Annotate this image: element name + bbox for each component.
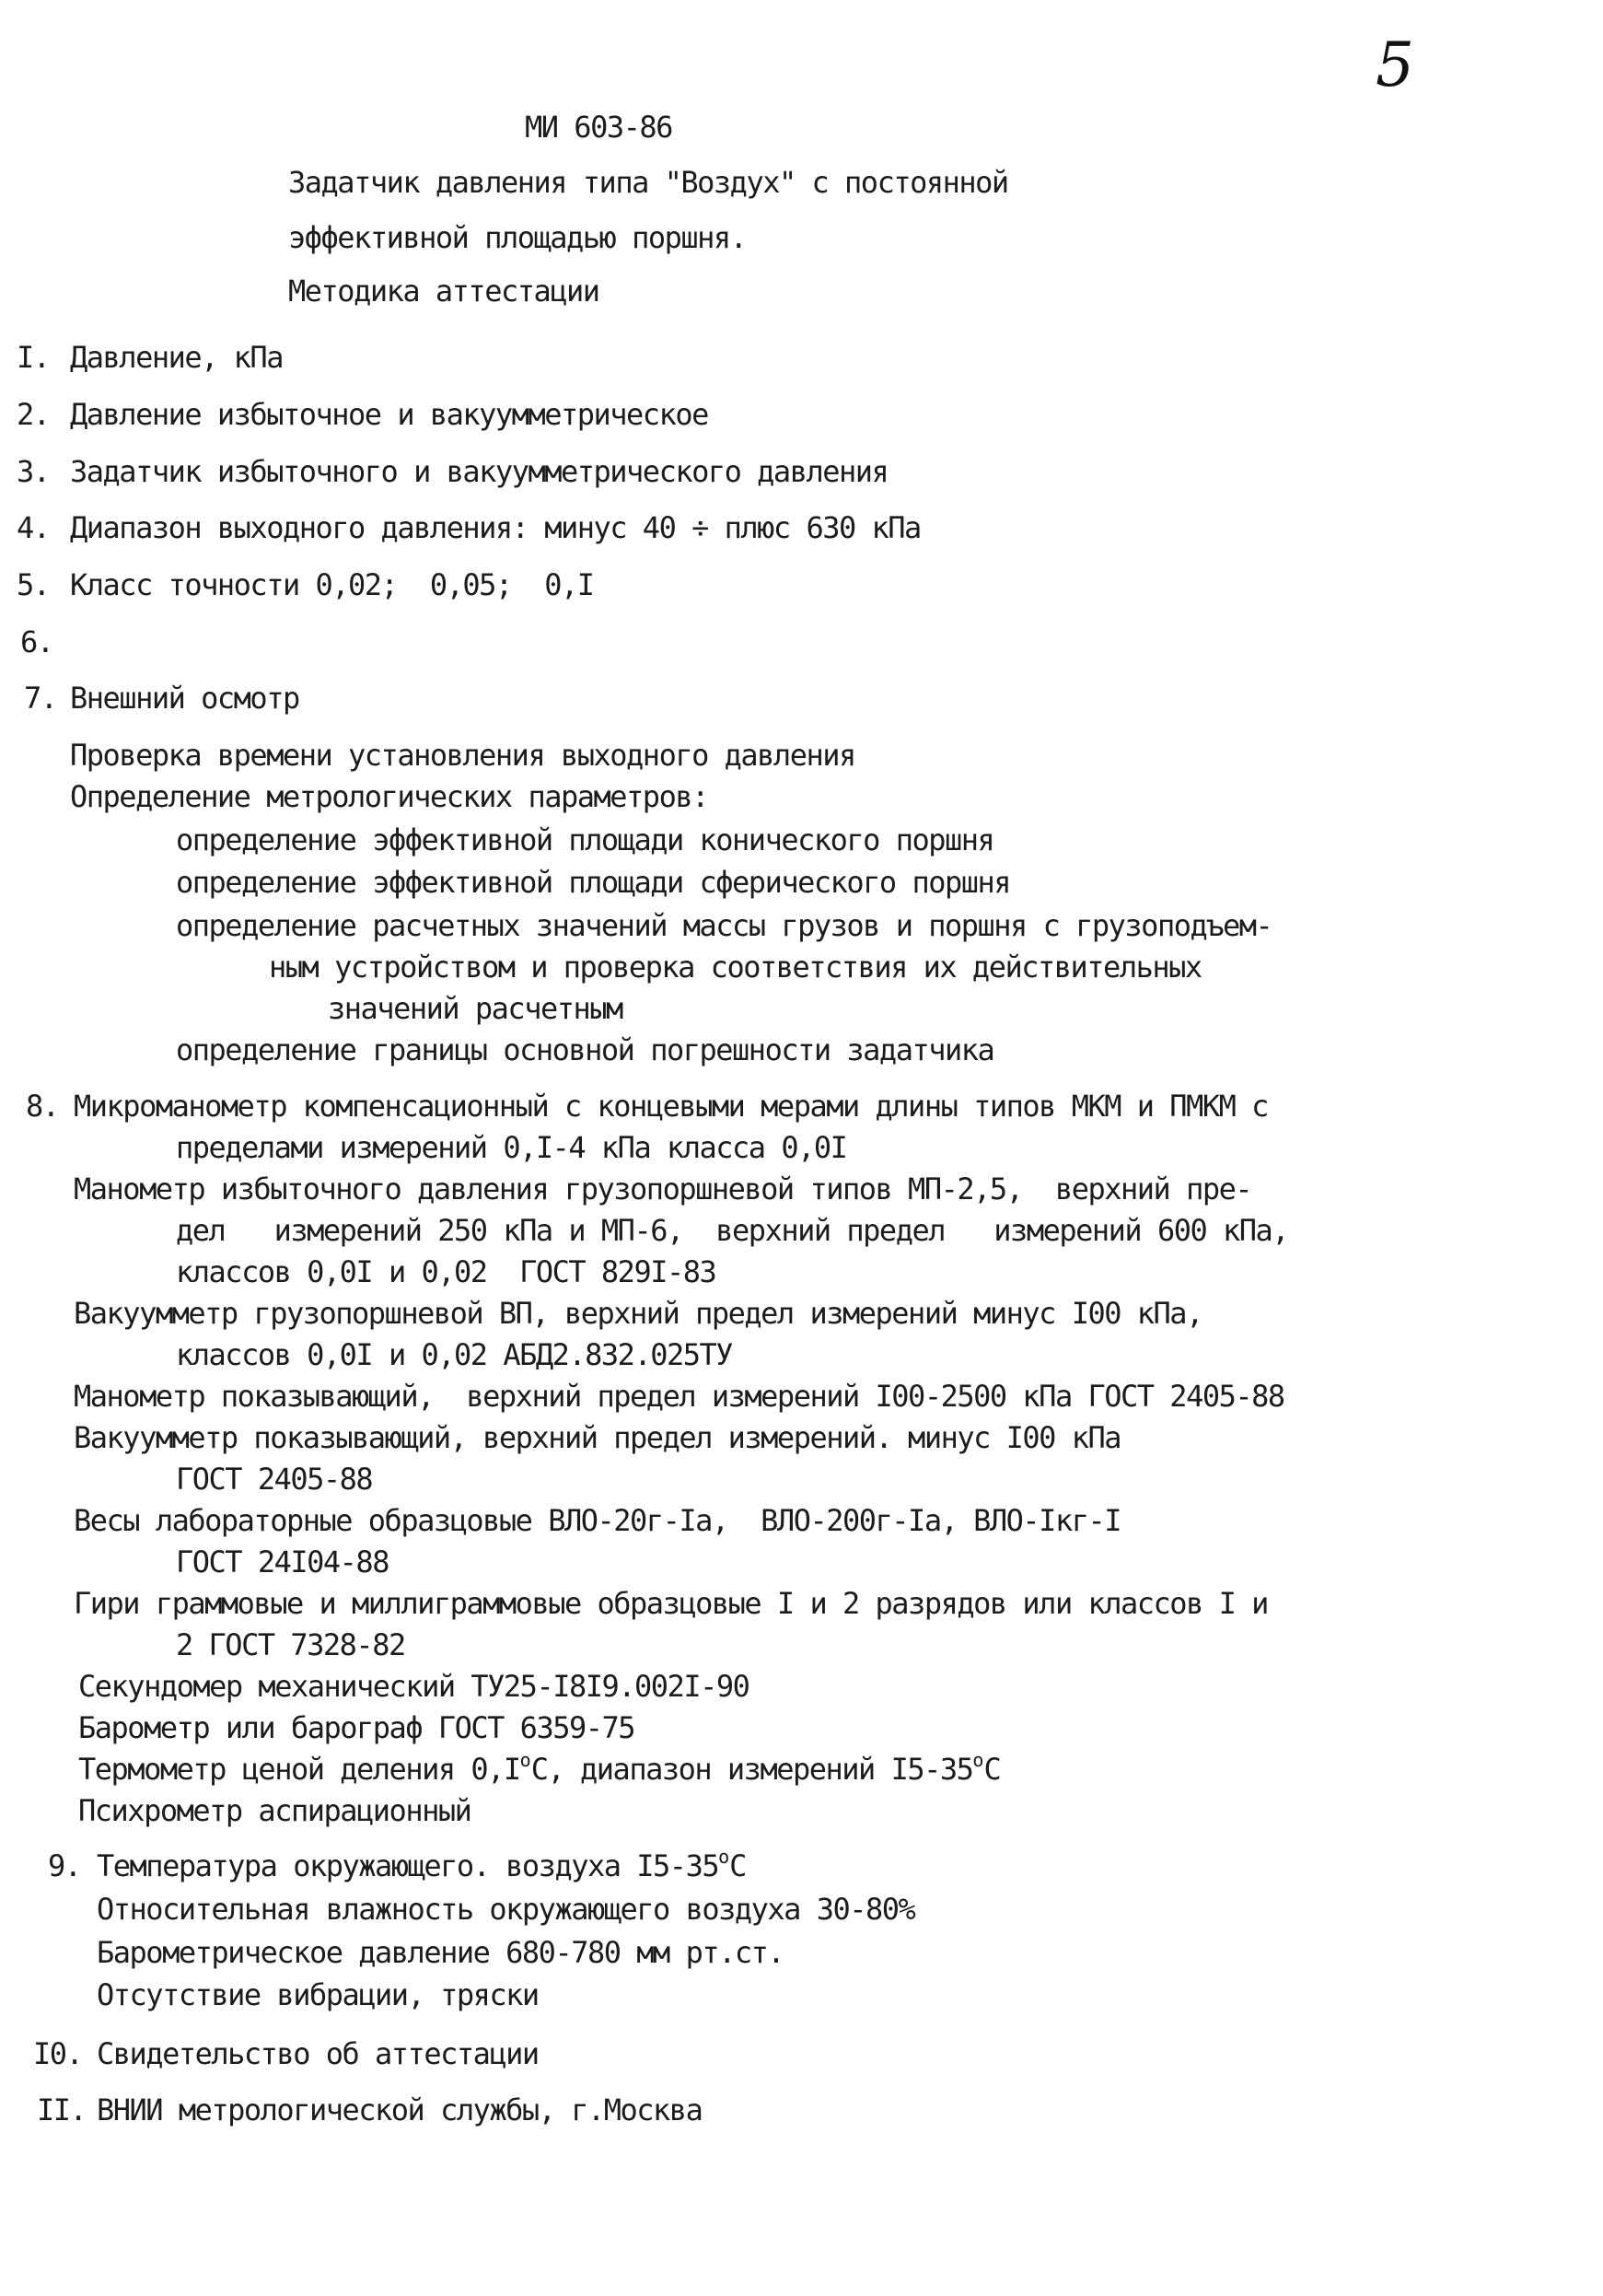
item-7-number: 7. xyxy=(24,681,57,716)
item-8-line-18: Психрометр аспирационный xyxy=(78,1793,471,1828)
item-10-text: Свидетельство об аттестации xyxy=(97,2036,539,2071)
item-7-line-4: определение эффективной площади сферического поршня xyxy=(176,865,1011,900)
item-8-line-17-part-a: Термометр ценой деления 0,I xyxy=(78,1752,520,1787)
item-8-line-17 xyxy=(78,1749,1001,1787)
item-8-line-17-part-b: С, диапазон измерений I5-35 xyxy=(530,1752,973,1787)
item-4-text: Диапазон выходного давления: минус 40 ÷ плюс 630 кПа xyxy=(70,510,921,545)
item-8-line-14: 2 ГОСТ 7328-82 xyxy=(176,1627,405,1662)
item-7-line-3: определение эффективной площади конического поршня xyxy=(176,822,994,857)
item-8-number: 8. xyxy=(26,1089,59,1124)
item-7-line-6: ным устройством и проверка соответствия их действительных xyxy=(269,950,1202,985)
item-8-line-8: Манометр показывающий, верхний предел измерений I00-2500 кПа ГОСТ 2405-88 xyxy=(74,1379,1284,1414)
document-title-line-1: Задатчик давления типа "Воздух" с постоянной xyxy=(288,165,1008,200)
item-11-number: II. xyxy=(37,2092,87,2127)
item-8-line-4: дел измерений 250 кПа и МП-6, верхний предел измерений 600 кПа, xyxy=(176,1213,1289,1248)
item-2-text: Давление избыточное и вакуумметрическое xyxy=(70,397,708,432)
item-7-line-1: Проверка времени установления выходного давления xyxy=(70,738,855,773)
item-8-line-12: ГОСТ 24I04-88 xyxy=(176,1544,389,1579)
item-1-text: Давление, кПа xyxy=(70,340,283,375)
item-9-number: 9. xyxy=(48,1848,81,1883)
item-7-line-2: Определение метрологических параметров: xyxy=(70,779,708,814)
item-7-line-7: значений расчетным xyxy=(328,991,622,1026)
item-5-number: 5. xyxy=(17,567,50,602)
item-1-number: I. xyxy=(17,340,50,375)
item-8-line-7: классов 0,0I и 0,02 АБД2.832.025ТУ xyxy=(176,1337,733,1372)
item-9-line-4: Отсутствие вибрации, тряски xyxy=(97,1977,539,2012)
item-8-line-9: Вакуумметр показывающий, верхний предел измерений. минус I00 кПа xyxy=(74,1420,1121,1455)
document-title-line-2: эффективной площадью поршня. xyxy=(288,220,747,255)
page-number: 5 xyxy=(1376,29,1414,100)
item-9-line-3: Барометрическое давление 680-780 мм рт.ст. xyxy=(97,1935,784,1970)
item-8-line-11: Весы лабораторные образцовые ВЛО-20г-Iа, ВЛО-200г-Iа, ВЛО-Iкг-I xyxy=(74,1503,1121,1538)
item-8-line-1: Микроманометр компенсационный с концевыми мерами длины типов МКМ и ПМКМ с xyxy=(74,1089,1268,1124)
item-9-line-2: Относительная влажность окружающего воздуха 30-80% xyxy=(97,1892,915,1927)
item-7-text: Внешний осмотр xyxy=(70,681,299,716)
item-9-line-1 xyxy=(97,1846,746,1883)
item-8-line-6: Вакуумметр грузопоршневой ВП, верхний предел измерений минус I00 кПа, xyxy=(74,1296,1202,1331)
item-3-text: Задатчик избыточного и вакуумметрического давления xyxy=(70,454,889,489)
item-9-line-1-part-b: С xyxy=(729,1848,746,1883)
item-8-line-13: Гири граммовые и миллиграммовые образцовые I и 2 разрядов или классов I и xyxy=(74,1586,1268,1621)
item-10-number: I0. xyxy=(33,2036,83,2071)
item-4-number: 4. xyxy=(17,510,50,545)
degree-sign-1: о xyxy=(519,1749,531,1771)
item-2-number: 2. xyxy=(17,397,50,432)
degree-sign-2: о xyxy=(972,1749,984,1771)
document-code: МИ 603-86 xyxy=(525,110,672,145)
item-9-line-1-part-a: Температура окружающего. воздуха I5-35 xyxy=(97,1848,719,1883)
item-3-number: 3. xyxy=(17,454,50,489)
degree-sign-3: о xyxy=(718,1846,730,1868)
item-8-line-17-part-c: С xyxy=(983,1752,1001,1787)
item-8-line-16: Барометр или барограф ГОСТ 6359-75 xyxy=(78,1710,635,1745)
item-8-line-15: Секундомер механический ТУ25-I8I9.002I-90 xyxy=(78,1669,749,1704)
item-8-line-2: пределами измерений 0,I-4 кПа класса 0,0I xyxy=(176,1130,847,1165)
item-8-line-5: классов 0,0I и 0,02 ГОСТ 829I-83 xyxy=(176,1254,716,1289)
item-11-text: ВНИИ метрологической службы, г.Москва xyxy=(97,2092,703,2127)
document-title-line-3: Методика аттестации xyxy=(288,274,599,309)
item-7-line-5: определение расчетных значений массы грузов и поршня с грузоподъем- xyxy=(176,908,1272,943)
item-5-text: Класс точности 0,02; 0,05; 0,I xyxy=(70,567,594,602)
item-8-line-3: Манометр избыточного давления грузопоршневой типов МП-2,5, верхний пре- xyxy=(74,1171,1252,1206)
item-8-line-10: ГОСТ 2405-88 xyxy=(176,1462,373,1497)
item-7-line-8: определение границы основной погрешности задатчика xyxy=(176,1032,994,1067)
item-6-number: 6. xyxy=(20,624,53,659)
